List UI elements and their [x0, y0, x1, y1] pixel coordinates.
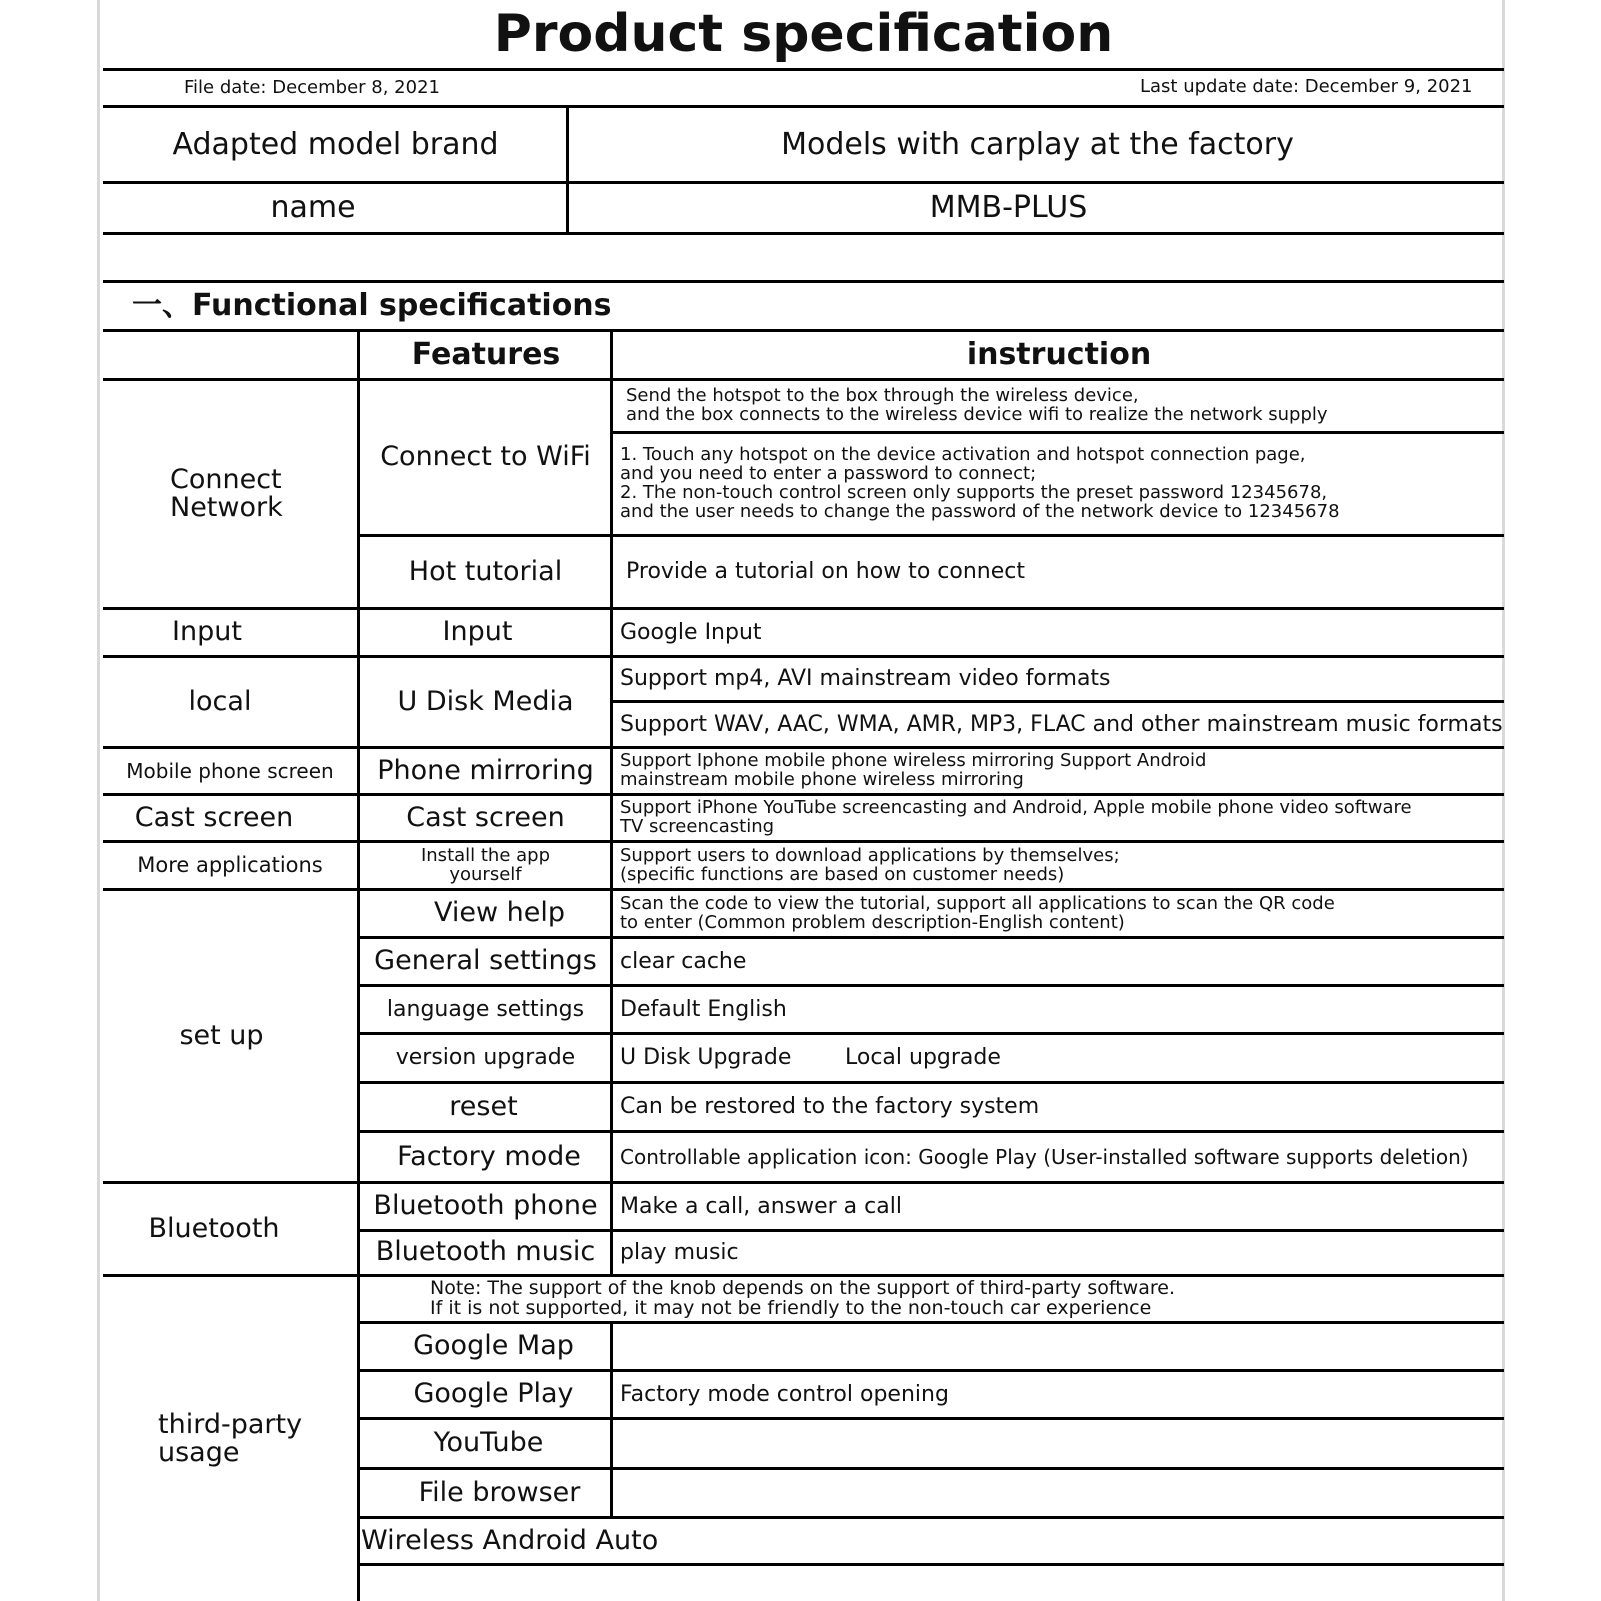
- category-local: local: [188, 685, 252, 717]
- category-bluetooth: Bluetooth: [148, 1212, 280, 1244]
- name-value: MMB-PLUS: [929, 190, 1088, 226]
- brand-value: Models with carplay at the factory: [781, 126, 1294, 162]
- instruction-general-settings: clear cache: [620, 948, 747, 974]
- feature-phone-mirroring: Phone mirroring: [377, 754, 594, 786]
- document-title: Product specification: [493, 3, 1114, 64]
- features-header: Features: [411, 337, 561, 373]
- instruction-bluetooth-phone: Make a call, answer a call: [620, 1194, 902, 1220]
- instruction-language-settings: Default English: [620, 996, 787, 1022]
- file-date: File date: December 8, 2021: [184, 76, 440, 98]
- feature-file-browser: File browser: [418, 1476, 581, 1508]
- feature-youtube: YouTube: [433, 1427, 544, 1459]
- instruction-local-upgrade: Local upgrade: [845, 1045, 1001, 1071]
- feature-input: Input: [442, 616, 513, 648]
- feature-factory-mode: Factory mode: [397, 1140, 581, 1172]
- feature-general-settings: General settings: [374, 945, 597, 977]
- divider: [566, 105, 569, 234]
- last-update-date: Last update date: December 9, 2021: [1140, 75, 1473, 97]
- feature-wireless-android-auto: Wireless Android Auto: [361, 1524, 659, 1556]
- divider: [357, 1563, 1504, 1566]
- page-left-edge: [97, 0, 100, 1601]
- category-input: Input: [172, 616, 242, 648]
- instruction-google-play: Factory mode control opening: [620, 1381, 949, 1407]
- instruction-udisk-video: Support mp4, AVI mainstream video formats: [620, 666, 1111, 692]
- instruction-udisk-upgrade: U Disk Upgrade: [620, 1045, 792, 1071]
- instruction-phone-mirroring: Support Iphone mobile phone wireless mirroring Support Android mainstream mobile phone wireless mirroring: [620, 750, 1207, 790]
- instruction-install-app: Support users to download applications by themselves; (specific functions are based on customer needs): [620, 844, 1120, 885]
- category-third-party-usage: third-party usage: [158, 1408, 303, 1468]
- category-set-up: set up: [179, 1019, 264, 1051]
- instruction-factory-mode: Controllable application icon: Google Play (User-installed software supports deletion): [620, 1144, 1469, 1169]
- category-cast-screen: Cast screen: [134, 801, 294, 833]
- category-mobile-phone-screen: Mobile phone screen: [126, 758, 334, 783]
- brand-label: Adapted model brand: [172, 126, 499, 162]
- feature-bluetooth-music: Bluetooth music: [375, 1236, 596, 1268]
- feature-bluetooth-phone: Bluetooth phone: [373, 1189, 598, 1221]
- instruction-bluetooth-music: play music: [620, 1239, 739, 1265]
- feature-google-map: Google Map: [413, 1330, 574, 1362]
- feature-language-settings: language settings: [386, 996, 585, 1022]
- divider: [103, 68, 1504, 71]
- column-separator: [357, 329, 360, 1601]
- instruction-udisk-music: Support WAV, AAC, WMA, AMR, MP3, FLAC and other mainstream music formats: [620, 711, 1503, 737]
- feature-udisk-media: U Disk Media: [397, 685, 574, 717]
- feature-cast-screen: Cast screen: [406, 801, 565, 833]
- feature-reset: reset: [449, 1090, 518, 1122]
- category-more-applications: More applications: [137, 853, 323, 878]
- feature-connect-wifi: Connect to WiFi: [380, 441, 591, 473]
- instruction-wifi-1: Send the hotspot to the box through the wireless device, and the box connects to the wireless device wifi to realize the network supply: [626, 385, 1328, 425]
- instruction-header: instruction: [966, 337, 1152, 373]
- feature-install-app: Install the app yourself: [420, 844, 551, 885]
- divider: [103, 232, 1504, 235]
- feature-hot-tutorial: Hot tutorial: [408, 555, 563, 587]
- instruction-wifi-2: 1. Touch any hotspot on the device activation and hotspot connection page, and you need to enter a password to connect; 2. The non-touch control screen only supports the preset password 12345678, and the user needs to change the password of the network device to 12345678: [620, 444, 1340, 522]
- instruction-input: Google Input: [620, 619, 762, 645]
- category-connect-network: Connect Network: [170, 463, 283, 523]
- knob-note: Note: The support of the knob depends on the support of third-party software. If it is not supported, it may not be friendly to the non-touch car experience: [430, 1277, 1175, 1319]
- instruction-hot-tutorial: Provide a tutorial on how to connect: [626, 559, 1025, 585]
- name-label: name: [270, 190, 356, 226]
- feature-version-upgrade: version upgrade: [395, 1045, 576, 1071]
- section-heading: 一、Functional specifications: [132, 288, 612, 324]
- feature-google-play: Google Play: [413, 1378, 574, 1410]
- instruction-cast-screen: Support iPhone YouTube screencasting and Android, Apple mobile phone video software TV screencasting: [620, 797, 1412, 837]
- feature-view-help: View help: [433, 897, 566, 929]
- instruction-reset: Can be restored to the factory system: [620, 1094, 1040, 1120]
- instruction-view-help: Scan the code to view the tutorial, support all applications to scan the QR code to enter (Common problem description-English content): [620, 892, 1335, 933]
